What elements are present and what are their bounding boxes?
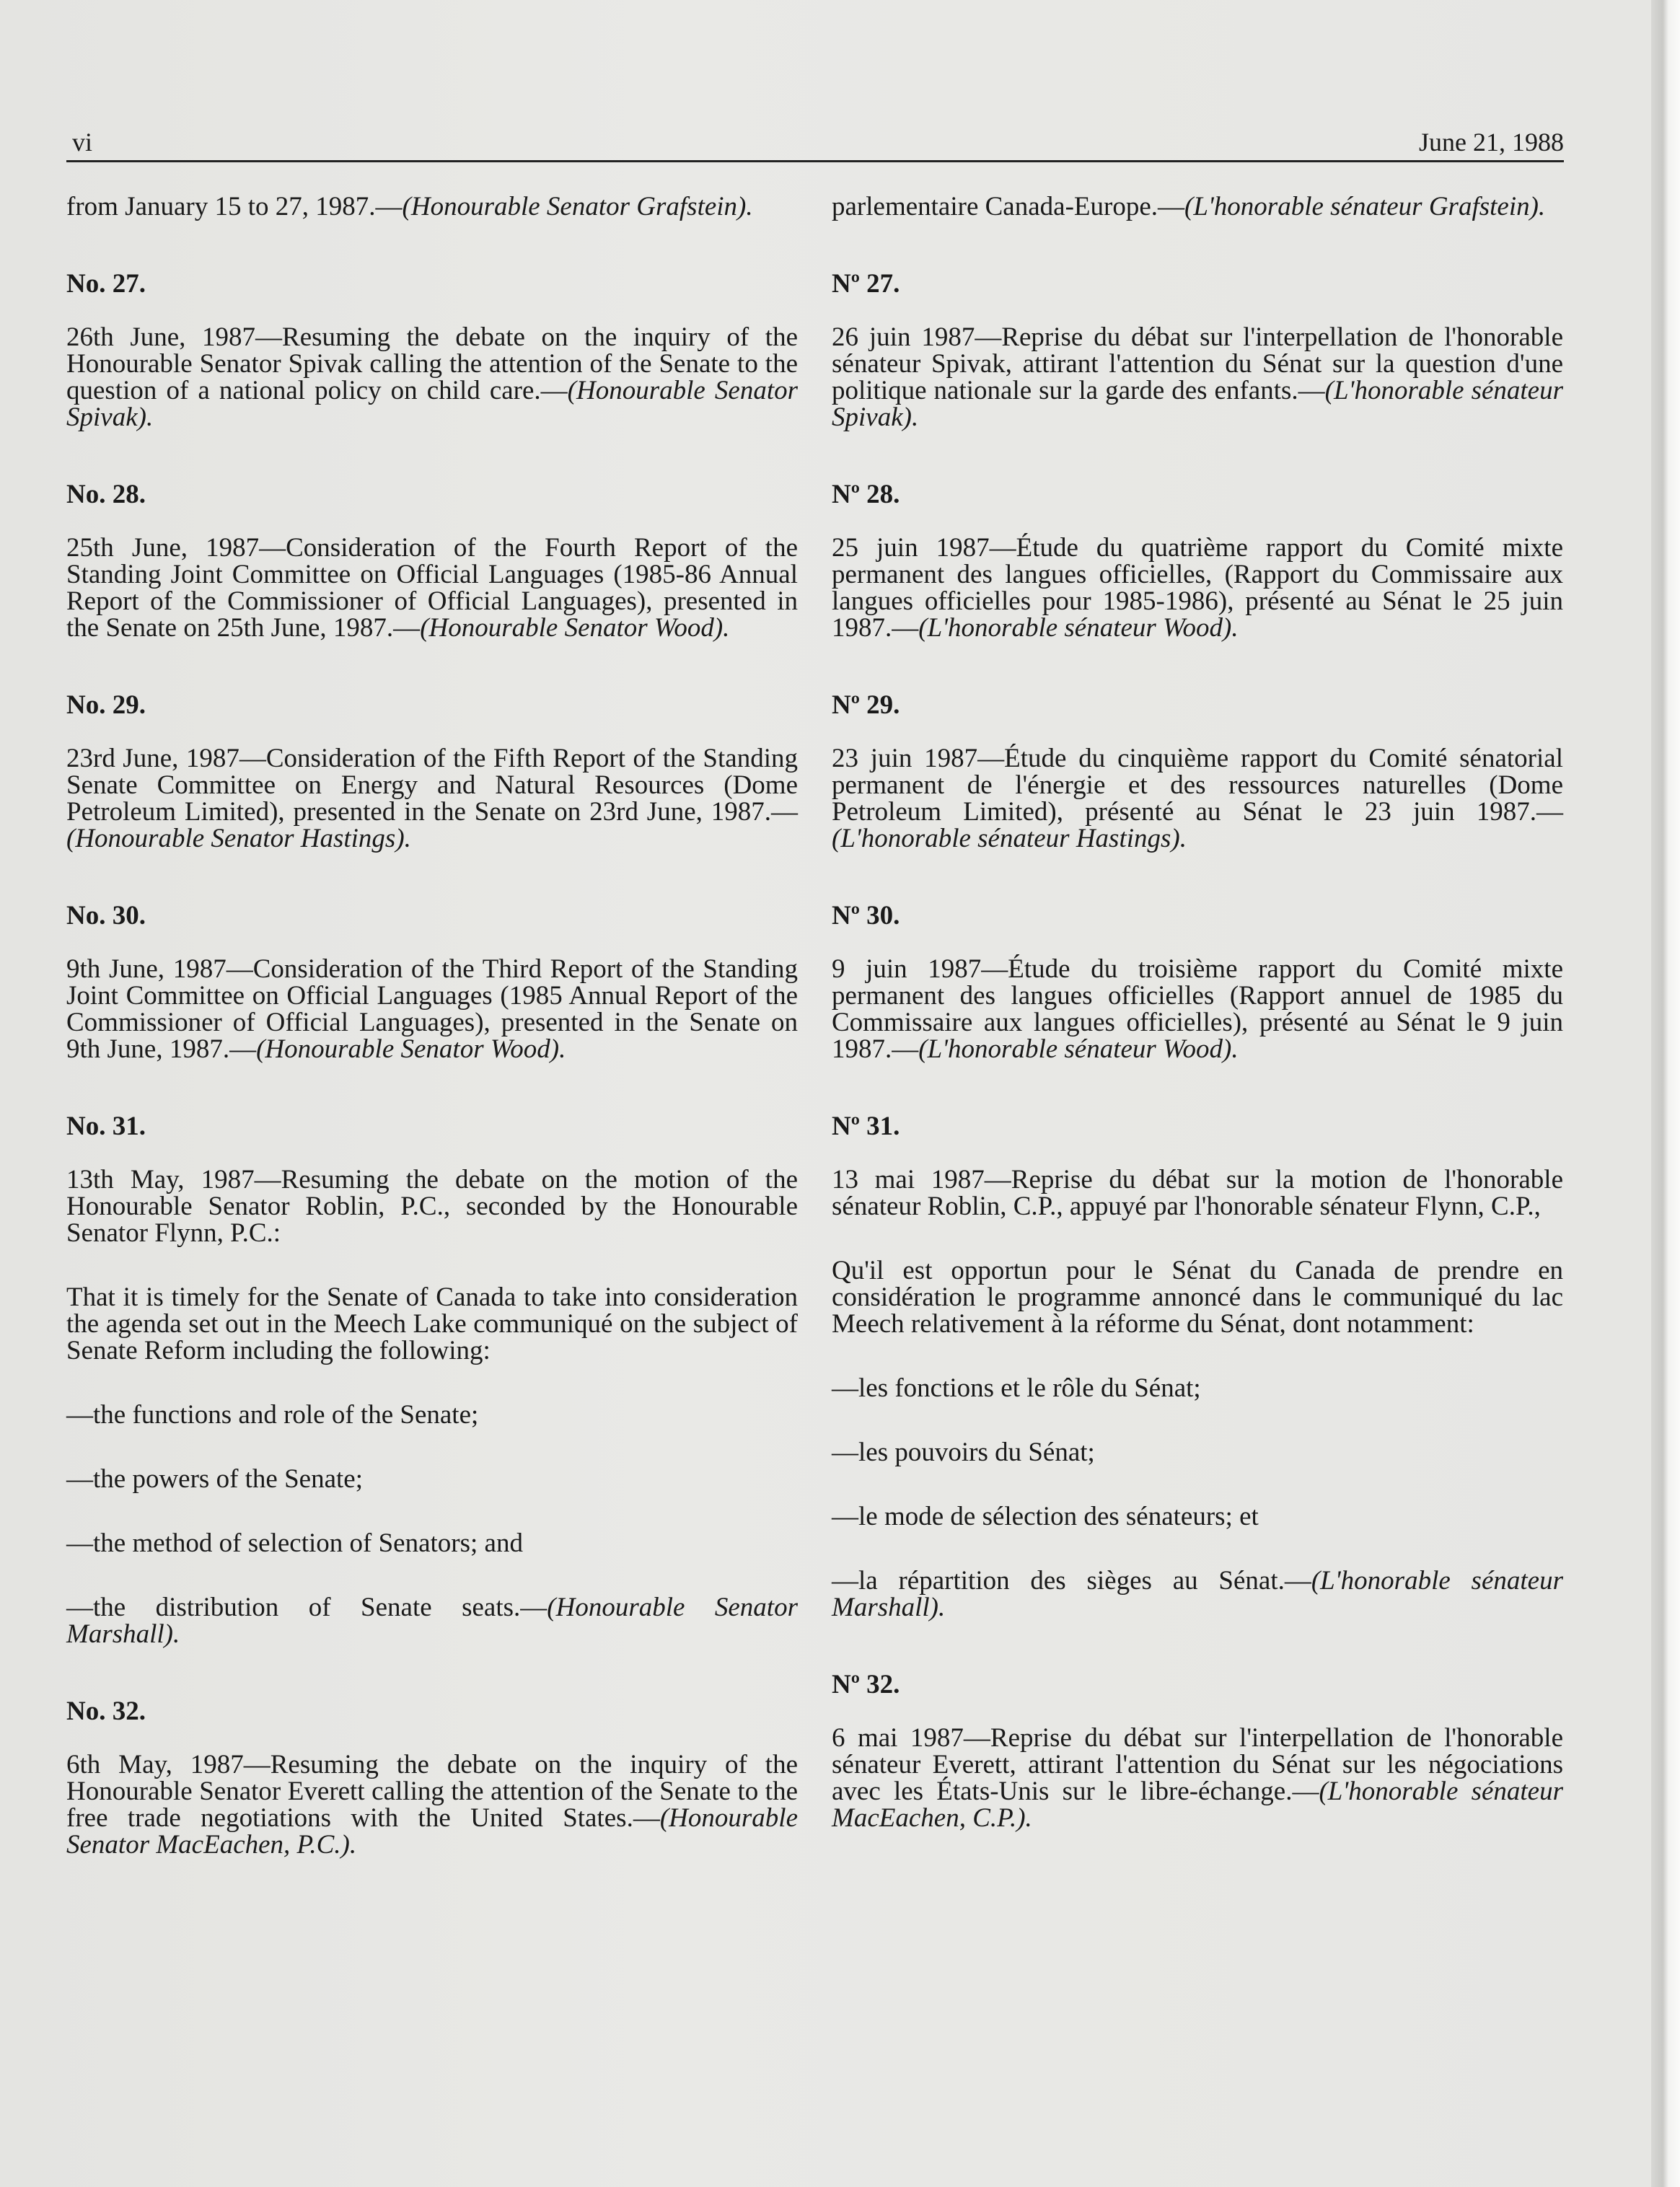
order-item-27 xyxy=(66,270,798,431)
motion-bullet-last: —la répartition des sièges au Sénat.—(L'honorable sénateur Marshall). xyxy=(832,1566,1563,1622)
item-heading: No. 30. xyxy=(66,901,146,930)
item-heading: Nº 28. xyxy=(832,480,900,509)
motion-bullet: —the functions and role of the Senate; xyxy=(66,1400,479,1430)
item-text: 25th June, 1987—Consideration of the Fourth Report of the Standing Joint Committee on Official Languages (1985-86 Annual Report of the Commissioner of Official Languages), presented in the Senate on 25th June, 1987.—(Honourable Senator Wood). xyxy=(66,533,798,643)
item-text: 9th June, 1987—Consideration of the Third Report of the Standing Joint Committee on Official Languages (1985 Annual Report of the Commissioner of Official Languages), presented in the Senate on 9th June, 1987.—(Honourable Senator Wood). xyxy=(66,954,798,1064)
order-item-31 xyxy=(66,1113,798,1647)
item-heading: No. 28. xyxy=(66,480,146,509)
item-heading: Nº 31. xyxy=(832,1112,900,1141)
item-text: 23rd June, 1987—Consideration of the Fifth Report of the Standing Senate Committee on Energy and Natural Resources (Dome Petroleum Limited), presented in the Senate on 23rd June, 1987.—(Honourable Senator Hastings). xyxy=(66,744,798,853)
item-heading: No. 31. xyxy=(66,1112,146,1141)
order-item-29 xyxy=(66,692,798,852)
order-item-31-fr xyxy=(832,1113,1563,1621)
item-heading: Nº 27. xyxy=(832,269,900,299)
item-heading: No. 32. xyxy=(66,1697,146,1726)
motion-bullet: —the method of selection of Senators; and xyxy=(66,1528,523,1558)
item-text: 13th May, 1987—Resuming the debate on the motion of the Honourable Senator Roblin, P.C., seconded by the Honourable Senator Flynn, P.C.: xyxy=(66,1165,798,1248)
item-heading: No. 29. xyxy=(66,690,146,720)
order-item-30 xyxy=(66,902,798,1062)
order-item-28-fr xyxy=(832,481,1563,641)
item-text: 6 mai 1987—Reprise du débat sur l'interpellation de l'honorable sénateur Everett, attirant l'attention du Sénat sur les négociations avec les États-Unis sur le libre-échange.—(L'honorable sénateur MacEachen, C.P.). xyxy=(832,1723,1563,1833)
header-date: June 21, 1988 xyxy=(1419,128,1564,157)
motion-bullet: —les pouvoirs du Sénat; xyxy=(832,1438,1095,1467)
item-heading: Nº 30. xyxy=(832,901,900,930)
running-header xyxy=(66,124,1564,162)
item-text: 6th May, 1987—Resuming the debate on the inquiry of the Honourable Senator Everett calling the attention of the Senate to the free trade negotiations with the United States.—(Honourable Senator MacEachen, P.C.). xyxy=(66,1750,798,1860)
french-column xyxy=(832,193,1563,1831)
item-text: 23 juin 1987—Étude du cinquième rapport du Comité sénatorial permanent de l'énergie et des ressources naturelles (Dome Petroleum Limited), présenté au Sénat le 23 juin 1987.—(L'honorable sénateur Hastings). xyxy=(832,744,1563,853)
item-heading: No. 27. xyxy=(66,269,146,299)
order-item-29-fr xyxy=(832,692,1563,852)
motion-bullet: —the powers of the Senate; xyxy=(66,1464,363,1494)
page-edge xyxy=(1651,0,1680,2187)
item-text: 13 mai 1987—Reprise du débat sur la motion de l'honorable sénateur Roblin, C.P., appuyé par l'honorable sénateur Flynn, C.P., xyxy=(832,1165,1563,1221)
order-item-28 xyxy=(66,481,798,641)
motion-bullet: —le mode de sélection des sénateurs; et xyxy=(832,1502,1259,1531)
order-item-30-fr xyxy=(832,902,1563,1062)
motion-text: That it is timely for the Senate of Canada to take into consideration the agenda set out in the Meech Lake communiqué on the subject of Senate Reform including the following: xyxy=(66,1282,798,1365)
motion-text: Qu'il est opportun pour le Sénat du Canada de prendre en considération le programme annoncé dans le communiqué du lac Meech relativement à la réforme du Sénat, dont notamment: xyxy=(832,1256,1563,1339)
continued-paragraph: parlementaire Canada-Europe.—(L'honorable sénateur Grafstein). xyxy=(832,192,1546,221)
item-text: 25 juin 1987—Étude du quatrième rapport du Comité mixte permanent des langues officielles, (Rapport du Commissaire aux langues officielles pour 1985-1986), présenté au Sénat le 25 juin 1987.—(L'honorable sénateur Wood). xyxy=(832,533,1563,643)
item-text: 26 juin 1987—Reprise du débat sur l'interpellation de l'honorable sénateur Spivak, attirant l'attention du Sénat sur la question d'une politique nationale sur la garde des enfants.—(L'honorable sénateur Spivak). xyxy=(832,322,1563,432)
item-text: 9 juin 1987—Étude du troisième rapport du Comité mixte permanent des langues officielles (Rapport annuel de 1985 du Commissaire aux langues officielles), présenté au Sénat le 9 juin 1987.—(L'honorable sénateur Wood). xyxy=(832,954,1563,1064)
page-number: vi xyxy=(72,128,93,157)
motion-bullet-last: —the distribution of Senate seats.—(Honourable Senator Marshall). xyxy=(66,1593,798,1649)
item-heading: Nº 29. xyxy=(832,690,900,720)
item-heading: Nº 32. xyxy=(832,1670,900,1699)
motion-bullet: —les fonctions et le rôle du Sénat; xyxy=(832,1373,1201,1403)
english-column xyxy=(66,193,798,1858)
order-item-32 xyxy=(66,1698,798,1858)
item-text: 26th June, 1987—Resuming the debate on the inquiry of the Honourable Senator Spivak calling the attention of the Senate to the question of a national policy on child care.—(Honourable Senator Spivak). xyxy=(66,322,798,432)
order-item-27-fr xyxy=(832,270,1563,431)
order-item-32-fr xyxy=(832,1671,1563,1831)
continued-paragraph: from January 15 to 27, 1987.—(Honourable Senator Grafstein). xyxy=(66,192,753,221)
